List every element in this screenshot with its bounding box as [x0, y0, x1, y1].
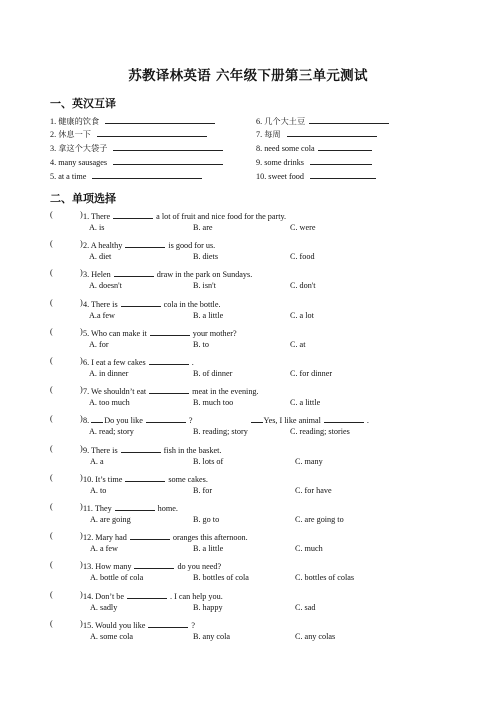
option-a[interactable]: A. diet	[89, 252, 112, 261]
answer-paren-close: )	[80, 560, 83, 569]
translation-item: 3. 拿这个大袋子	[50, 142, 223, 154]
question-text: It’s time	[95, 475, 123, 484]
answer-line[interactable]	[113, 142, 223, 151]
question-text: a lot of fruit and nice food for the party.	[156, 212, 287, 221]
answer-blank[interactable]	[149, 385, 189, 394]
answer-blank[interactable]	[130, 531, 170, 540]
option-b[interactable]: B. are	[193, 223, 213, 232]
answer-blank[interactable]	[121, 298, 161, 307]
question-stem	[83, 414, 369, 425]
answer-line[interactable]	[92, 170, 202, 179]
option-a[interactable]: A. some cola	[90, 632, 133, 641]
question-text: How many	[95, 562, 132, 571]
option-b[interactable]: B. to	[193, 340, 209, 349]
answer-blank[interactable]	[148, 619, 188, 628]
option-c[interactable]: C. food	[290, 252, 315, 261]
option-a[interactable]: A. for	[89, 340, 109, 349]
answer-blank[interactable]	[114, 268, 154, 277]
question-stem	[83, 590, 223, 601]
question-number: 14.	[83, 592, 94, 601]
section-heading-choice: 二、单项选择	[50, 192, 116, 205]
answer-blank[interactable]	[324, 414, 364, 423]
answer-paren-open: (	[50, 531, 53, 540]
answer-line[interactable]	[105, 115, 215, 124]
answer-paren-open: (	[50, 619, 53, 628]
answer-blank[interactable]	[121, 444, 161, 453]
question-number: 5.	[83, 329, 90, 338]
question-text: Do you like	[104, 416, 143, 425]
question-number: 4.	[83, 300, 90, 309]
option-b[interactable]: B. reading; story	[193, 427, 248, 436]
answer-paren-open: (	[50, 210, 53, 219]
question-text: fish in the basket.	[163, 446, 222, 455]
translation-item: 5. at a time	[50, 170, 202, 181]
question-number: 15.	[83, 621, 94, 630]
option-b[interactable]: B. lots of	[193, 457, 224, 466]
option-c[interactable]: C. for have	[295, 486, 332, 495]
option-c[interactable]: C. reading; stories	[290, 427, 350, 436]
option-c[interactable]: C. at	[290, 340, 306, 349]
answer-paren-open: (	[50, 444, 53, 453]
option-c[interactable]: C. for dinner	[290, 369, 333, 378]
option-c[interactable]: C. a lot	[290, 311, 314, 320]
answer-paren-close: )	[80, 327, 83, 336]
option-b[interactable]: B. any cola	[193, 632, 231, 641]
question-text: draw in the park on Sundays.	[156, 270, 253, 279]
question-text: Mary had	[95, 533, 127, 542]
answer-blank[interactable]	[113, 210, 153, 219]
question-stem	[83, 619, 195, 630]
question-text: meat in the evening.	[192, 387, 259, 396]
answer-paren-open: (	[50, 473, 53, 482]
question-text: some cakes.	[168, 475, 208, 484]
option-a[interactable]: A. bottle of cola	[90, 573, 144, 582]
question-number: 6.	[83, 358, 90, 367]
question-text: . I can help you.	[170, 592, 223, 601]
option-a[interactable]: A. sadly	[90, 603, 118, 612]
answer-paren-open: (	[50, 298, 53, 307]
question-stem	[83, 327, 237, 338]
answer-line[interactable]	[309, 115, 389, 124]
question-text: .	[191, 358, 194, 367]
question-text: There	[91, 212, 111, 221]
answer-line[interactable]	[113, 156, 223, 165]
translation-item: 8. need some cola	[256, 142, 372, 153]
answer-paren-close: )	[80, 619, 83, 628]
question-text: your mother?	[192, 329, 237, 338]
question-number: 8.	[83, 416, 90, 425]
answer-blank[interactable]	[150, 327, 190, 336]
answer-line[interactable]	[310, 156, 372, 165]
question-text: ?	[191, 621, 196, 630]
question-stem	[83, 385, 259, 396]
option-b[interactable]: B. happy	[193, 603, 223, 612]
question-stem	[83, 298, 221, 309]
answer-paren-open: (	[50, 268, 53, 277]
translation-item: 4. many sausages	[50, 156, 223, 167]
option-c[interactable]: C. a little	[290, 398, 321, 407]
answer-line[interactable]	[318, 142, 372, 151]
translation-item: 9. some drinks	[256, 156, 372, 167]
question-text: home.	[157, 504, 178, 513]
option-a[interactable]: A. doesn't	[89, 281, 122, 290]
question-text: Who can make it	[91, 329, 147, 338]
option-c[interactable]: C. any colas	[295, 632, 336, 641]
answer-paren-close: )	[80, 356, 83, 365]
option-b[interactable]: B. go to	[193, 515, 220, 524]
question-text: do you need?	[177, 562, 222, 571]
answer-blank[interactable]	[125, 473, 165, 482]
option-a[interactable]: A. are going	[90, 515, 131, 524]
question-stem	[83, 531, 248, 542]
question-number: 12.	[83, 533, 94, 542]
question-stem	[83, 473, 208, 484]
answer-line[interactable]	[97, 128, 207, 137]
answer-line[interactable]	[310, 170, 376, 179]
answer-line[interactable]	[287, 128, 377, 137]
question-number: 13.	[83, 562, 94, 571]
option-b[interactable]: B. for	[193, 486, 213, 495]
option-c[interactable]: C. are going to	[295, 515, 344, 524]
question-number: 9.	[83, 446, 90, 455]
option-a[interactable]: A.a few	[89, 311, 115, 320]
answer-paren-close: )	[80, 502, 83, 511]
option-b[interactable]: B. a little	[193, 311, 224, 320]
answer-paren-open: (	[50, 356, 53, 365]
option-c[interactable]: C. bottles of colas	[295, 573, 355, 582]
question-text: oranges this afternoon.	[172, 533, 248, 542]
answer-paren-close: )	[80, 531, 83, 540]
translation-item: 2. 休息一下	[50, 128, 207, 140]
answer-paren-open: (	[50, 327, 53, 336]
question-text: ?	[188, 416, 193, 425]
answer-paren-close: )	[80, 210, 83, 219]
question-text: is good for us.	[168, 241, 216, 250]
question-text: There is	[91, 446, 118, 455]
answer-paren-open: (	[50, 385, 53, 394]
answer-paren-open: (	[50, 560, 53, 569]
answer-paren-close: )	[80, 414, 83, 423]
question-text: There is	[91, 300, 118, 309]
option-a[interactable]: A. to	[90, 486, 107, 495]
dialogue-dash	[91, 417, 103, 423]
option-b[interactable]: B. bottles of cola	[193, 573, 249, 582]
question-text: I eat a few cakes	[91, 358, 146, 367]
translation-item: 6. 几个大土豆	[256, 115, 389, 127]
question-text: .	[366, 416, 369, 425]
answer-paren-close: )	[80, 385, 83, 394]
option-a[interactable]: A. too much	[89, 398, 130, 407]
question-stem	[83, 210, 286, 221]
answer-paren-close: )	[80, 473, 83, 482]
question-text: Would you like	[95, 621, 146, 630]
option-b[interactable]: B. a little	[193, 544, 224, 553]
translation-item: 7. 每周	[256, 128, 377, 140]
answer-paren-close: )	[80, 268, 83, 277]
question-number: 2.	[83, 241, 90, 250]
answer-paren-open: (	[50, 590, 53, 599]
translation-item: 10. sweet food	[256, 170, 376, 181]
question-stem	[83, 502, 178, 513]
option-b[interactable]: B. diets	[193, 252, 219, 261]
option-b[interactable]: B. much too	[193, 398, 234, 407]
answer-paren-open: (	[50, 414, 53, 423]
option-a[interactable]: A. read; story	[89, 427, 134, 436]
question-text: Yes, I like animal	[263, 416, 321, 425]
question-text: We shouldn’t eat	[91, 387, 147, 396]
option-c[interactable]: C. were	[290, 223, 316, 232]
question-stem	[83, 268, 252, 279]
question-text: They	[94, 504, 112, 513]
option-a[interactable]: A. in dinner	[89, 369, 129, 378]
question-number: 11.	[83, 504, 93, 513]
answer-paren-close: )	[80, 239, 83, 248]
answer-blank[interactable]	[134, 560, 174, 569]
answer-paren-close: )	[80, 590, 83, 599]
option-c[interactable]: C. don't	[290, 281, 316, 290]
option-a[interactable]: A. a	[90, 457, 104, 466]
option-b[interactable]: B. isn't	[193, 281, 216, 290]
answer-blank[interactable]	[146, 414, 186, 423]
page-title: 苏教译林英语 六年级下册第三单元测试	[128, 68, 368, 84]
option-a[interactable]: A. is	[89, 223, 105, 232]
option-c[interactable]: C. sad	[295, 603, 316, 612]
answer-paren-close: )	[80, 298, 83, 307]
answer-blank[interactable]	[125, 239, 165, 248]
answer-blank[interactable]	[115, 502, 155, 511]
question-stem	[83, 560, 221, 571]
answer-blank[interactable]	[149, 356, 189, 365]
answer-paren-open: (	[50, 239, 53, 248]
option-a[interactable]: A. a few	[90, 544, 118, 553]
option-c[interactable]: C. many	[295, 457, 323, 466]
answer-paren-close: )	[80, 444, 83, 453]
question-stem	[83, 356, 194, 367]
question-number: 1.	[83, 212, 90, 221]
question-number: 3.	[83, 270, 90, 279]
translation-item: 1. 健康的饮食	[50, 115, 215, 127]
answer-blank[interactable]	[127, 590, 167, 599]
question-text: A healthy	[90, 241, 123, 250]
question-text: Don’t be	[95, 592, 125, 601]
section-heading-translation: 一、英汉互译	[50, 97, 116, 110]
question-number: 7.	[83, 387, 90, 396]
question-text: cola in the bottle.	[163, 300, 221, 309]
option-b[interactable]: B. of dinner	[193, 369, 233, 378]
question-text: Helen	[91, 270, 111, 279]
question-number: 10.	[83, 475, 94, 484]
question-stem	[83, 444, 221, 455]
option-c[interactable]: C. much	[295, 544, 323, 553]
dialogue-dash	[251, 417, 263, 423]
question-stem	[83, 239, 215, 250]
answer-paren-open: (	[50, 502, 53, 511]
